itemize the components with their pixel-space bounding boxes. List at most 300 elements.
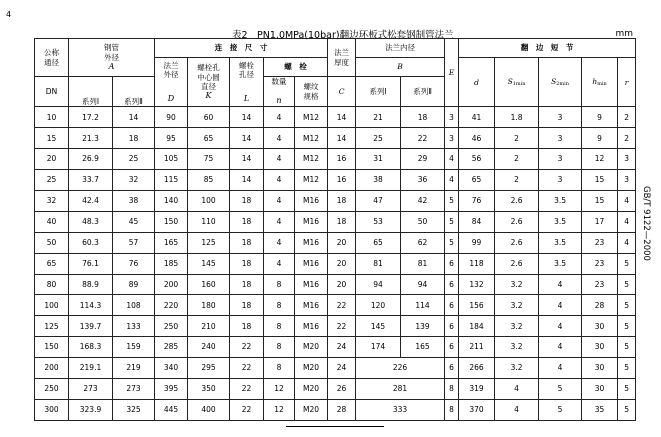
cell-s2: 4 [539,316,582,337]
cell-n: 8 [264,358,295,379]
cell-s1: 2 [495,149,539,170]
cell-b1: 25 [356,128,401,149]
cell-s2: 3 [539,128,582,149]
cell-a2: 25 [113,149,155,170]
cell-K: 60 [188,107,230,128]
header-pipe-od-line1: 钢管 [104,43,119,53]
table-row [35,399,636,420]
table-caption: 表2 PN1.0MPa(10bar)翻边环板式松套钢制管法兰 [232,30,454,41]
cell-K: 65 [188,128,230,149]
cell-D: 90 [155,107,188,128]
cell-s1: 2.6 [495,253,539,274]
cell-d: 118 [459,253,495,274]
cell-E: 8 [445,399,459,420]
cell-C: 22 [328,295,356,316]
cell-a2: 14 [113,107,155,128]
cell-a2: 76 [113,253,155,274]
cell-a2: 325 [113,399,155,420]
cell-b2: 62 [401,232,445,253]
cell-n: 12 [264,399,295,420]
cell-h: 30 [582,378,618,399]
cell-a1: 323.9 [69,399,113,420]
table-row [35,274,636,295]
cell-b: 281 [356,378,445,399]
cell-h: 35 [582,399,618,420]
cell-r: 4 [618,190,636,211]
cell-L: 22 [230,399,264,420]
cell-b1: 38 [356,170,401,191]
header-bolt-thread [295,77,328,107]
cell-n: 4 [264,211,295,232]
header-bolt: 螺 栓 [264,58,328,77]
header-pipe-series-1: 系列Ⅰ [69,77,113,107]
cell-L: 14 [230,170,264,191]
cell-D: 200 [155,274,188,295]
cell-b1: 120 [356,295,401,316]
cell-r: 3 [618,170,636,191]
cell-s2: 5 [539,399,582,420]
cell-a1: 42.4 [69,190,113,211]
cell-dn: 125 [35,316,69,337]
cell-h: 23 [582,253,618,274]
cell-a2: 18 [113,128,155,149]
cell-a1: 33.7 [69,170,113,191]
cell-s1: 2 [495,170,539,191]
cell-a1: 114.3 [69,295,113,316]
cell-h: 9 [582,107,618,128]
header-bore-series-1: 系列Ⅰ [356,77,401,107]
page-corner-mark: 4 [6,10,12,19]
cell-a1: 88.9 [69,274,113,295]
cell-s2: 3.5 [539,190,582,211]
header-h-symbol: h [592,77,598,87]
cell-h: 17 [582,211,618,232]
cell-C: 28 [328,399,356,420]
header-stub-end: 翻 边 短 节 [459,39,636,58]
cell-b2: 139 [401,316,445,337]
cell-a1: 26.9 [69,149,113,170]
cell-h: 12 [582,149,618,170]
cell-s1: 3.2 [495,316,539,337]
cell-h: 23 [582,232,618,253]
cell-L: 22 [230,337,264,358]
cell-C: 24 [328,337,356,358]
cell-D: 95 [155,128,188,149]
cell-L: 18 [230,211,264,232]
cell-thread: M16 [295,253,328,274]
cell-a1: 21.3 [69,128,113,149]
header-bolt-qty-label: 数量 [271,77,287,86]
cell-n: 8 [264,295,295,316]
cell-r: 2 [618,128,636,149]
cell-D: 150 [155,211,188,232]
table-row [35,316,636,337]
cell-d: 76 [459,190,495,211]
cell-E: 6 [445,295,459,316]
cell-s2: 4 [539,358,582,379]
cell-b1: 81 [356,253,401,274]
cell-s1: 1.8 [495,107,539,128]
table-row [35,378,636,399]
cell-s2: 3 [539,149,582,170]
cell-C: 20 [328,253,356,274]
cell-D: 395 [155,378,188,399]
cell-d: 266 [459,358,495,379]
cell-C: 24 [328,358,356,379]
cell-r: 2 [618,107,636,128]
header-flange-od-symbol: D [167,93,175,103]
header-bolt-thread-line1: 螺纹 [303,82,319,92]
standard-code-vertical: GB/T 9122—2000 [641,186,651,261]
cell-C: 18 [328,190,356,211]
cell-E: 6 [445,316,459,337]
cell-L: 22 [230,358,264,379]
cell-s1: 3.2 [495,295,539,316]
cell-K: 210 [188,316,230,337]
cell-C: 26 [328,378,356,399]
cell-C: 14 [328,107,356,128]
cell-b2: 165 [401,337,445,358]
cell-n: 4 [264,149,295,170]
cell-b1: 94 [356,274,401,295]
header-d: d [459,58,495,107]
cell-n: 4 [264,190,295,211]
cell-K: 350 [188,378,230,399]
cell-K: 85 [188,170,230,191]
cell-s2: 5 [539,378,582,399]
cell-r: 5 [618,316,636,337]
cell-b2: 22 [401,128,445,149]
header-flange-od-line1: 法兰 [163,60,179,70]
cell-dn: 15 [35,128,69,149]
cell-thread: M16 [295,316,328,337]
cell-a2: 57 [113,232,155,253]
cell-d: 319 [459,378,495,399]
cell-K: 295 [188,358,230,379]
cell-thread: M16 [295,274,328,295]
cell-b1: 174 [356,337,401,358]
header-bolt-hole-symbol: L [243,93,250,103]
cell-thread: M16 [295,232,328,253]
cell-s1: 2 [495,128,539,149]
cell-b2: 18 [401,107,445,128]
header-flange-thickness-line1: 法兰 [334,48,350,58]
cell-D: 250 [155,316,188,337]
cell-h: 15 [582,170,618,191]
cell-b2: 94 [401,274,445,295]
header-flange-od [155,58,188,107]
cell-L: 22 [230,378,264,399]
cell-h: 15 [582,190,618,211]
cell-D: 115 [155,170,188,191]
cell-L: 14 [230,149,264,170]
cell-thread: M20 [295,358,328,379]
header-bolt-circle-line2: 中心圆 [197,72,220,82]
cell-E: 6 [445,253,459,274]
cell-C: 16 [328,170,356,191]
header-s2-symbol: S [551,77,557,87]
cell-a2: 108 [113,295,155,316]
header-bore-series-2: 系列Ⅱ [401,77,445,107]
cell-C: 20 [328,274,356,295]
cell-d: 184 [459,316,495,337]
cell-r: 5 [618,274,636,295]
cell-K: 145 [188,253,230,274]
cell-b1: 47 [356,190,401,211]
cell-a1: 48.3 [69,211,113,232]
cell-s2: 4 [539,295,582,316]
cell-n: 4 [264,170,295,191]
table-row [35,337,636,358]
cell-thread: M20 [295,378,328,399]
cell-s1: 3.2 [495,337,539,358]
footer-rule [286,426,384,427]
cell-s1: 2.6 [495,190,539,211]
header-pipe-series-2: 系列Ⅱ [113,77,155,107]
header-flange-thickness-line2: 厚度 [334,57,350,67]
cell-C: 20 [328,232,356,253]
cell-h: 30 [582,316,618,337]
cell-b1: 21 [356,107,401,128]
cell-E: 6 [445,358,459,379]
cell-b2: 29 [401,149,445,170]
cell-L: 18 [230,274,264,295]
cell-n: 4 [264,232,295,253]
cell-n: 8 [264,274,295,295]
cell-a1: 60.3 [69,232,113,253]
table-body [35,107,636,421]
header-bolt-thread-line2: 规格 [303,91,319,101]
cell-s2: 4 [539,337,582,358]
header-flange-thickness-symbol: C [328,77,356,107]
cell-s1: 3.2 [495,358,539,379]
cell-d: 99 [459,232,495,253]
header-flange-bore-symbol: B [356,58,445,77]
cell-s1: 2.6 [495,232,539,253]
cell-dn: 10 [35,107,69,128]
cell-h: 28 [582,295,618,316]
cell-d: 56 [459,149,495,170]
cell-L: 18 [230,190,264,211]
header-flange-thickness [328,39,356,77]
cell-r: 5 [618,295,636,316]
cell-K: 110 [188,211,230,232]
cell-thread: M16 [295,211,328,232]
header-bolt-circle-line3: 直径 [201,81,216,91]
cell-E: 3 [445,107,459,128]
cell-D: 220 [155,295,188,316]
cell-E: 6 [445,274,459,295]
cell-d: 46 [459,128,495,149]
cell-b2: 114 [401,295,445,316]
cell-b: 226 [356,358,445,379]
cell-a2: 273 [113,378,155,399]
cell-C: 22 [328,316,356,337]
cell-E: 6 [445,337,459,358]
header-bolt-circle [188,58,230,107]
cell-h: 9 [582,128,618,149]
cell-a2: 45 [113,211,155,232]
cell-dn: 100 [35,295,69,316]
cell-dn: 65 [35,253,69,274]
cell-r: 5 [618,253,636,274]
header-r: r [618,58,636,107]
cell-d: 156 [459,295,495,316]
cell-s1: 3.2 [495,274,539,295]
table-row [35,253,636,274]
cell-L: 14 [230,107,264,128]
header-bolt-qty-symbol: n [276,96,282,106]
table-row [35,190,636,211]
cell-dn: 25 [35,170,69,191]
cell-thread: M20 [295,399,328,420]
cell-n: 4 [264,128,295,149]
cell-thread: M20 [295,337,328,358]
cell-K: 125 [188,232,230,253]
cell-a2: 219 [113,358,155,379]
cell-a2: 89 [113,274,155,295]
cell-dn: 150 [35,337,69,358]
table-row [35,149,636,170]
cell-r: 4 [618,232,636,253]
header-nominal-code: DN [35,77,69,107]
cell-n: 4 [264,107,295,128]
cell-D: 445 [155,399,188,420]
cell-K: 160 [188,274,230,295]
cell-r: 5 [618,378,636,399]
cell-D: 140 [155,190,188,211]
cell-a1: 139.7 [69,316,113,337]
cell-dn: 250 [35,378,69,399]
cell-L: 18 [230,253,264,274]
cell-a1: 219.1 [69,358,113,379]
table-row [35,128,636,149]
header-s1-symbol: S [507,77,513,87]
cell-b1: 31 [356,149,401,170]
cell-L: 14 [230,128,264,149]
table-row [35,295,636,316]
cell-s1: 2.6 [495,211,539,232]
cell-r: 3 [618,149,636,170]
cell-n: 4 [264,253,295,274]
cell-dn: 300 [35,399,69,420]
cell-dn: 50 [35,232,69,253]
cell-K: 180 [188,295,230,316]
header-s1-subscript: 1min [512,81,526,88]
cell-a1: 273 [69,378,113,399]
header-nominal-diameter-line1: 公称 [44,48,59,58]
cell-a1: 17.2 [69,107,113,128]
cell-b1: 65 [356,232,401,253]
cell-r: 5 [618,337,636,358]
header-connection-size: 连 接 尺 寸 [155,39,328,58]
cell-s2: 3.5 [539,211,582,232]
header-nominal-diameter [35,39,69,77]
cell-s2: 3.5 [539,232,582,253]
header-e: E [445,39,459,107]
cell-b1: 53 [356,211,401,232]
header-bolt-hole-line1: 螺栓 [239,60,254,70]
cell-h: 30 [582,337,618,358]
cell-E: 5 [445,232,459,253]
cell-b: 333 [356,399,445,420]
cell-thread: M12 [295,170,328,191]
cell-r: 5 [618,399,636,420]
cell-D: 165 [155,232,188,253]
cell-C: 18 [328,211,356,232]
cell-n: 12 [264,378,295,399]
cell-s2: 3.5 [539,253,582,274]
cell-a1: 76.1 [69,253,113,274]
header-pipe-od-symbol: A [108,61,115,71]
cell-n: 8 [264,337,295,358]
cell-b1: 145 [356,316,401,337]
cell-s2: 4 [539,274,582,295]
flange-spec-table [34,38,636,421]
cell-d: 132 [459,274,495,295]
cell-r: 4 [618,211,636,232]
cell-h: 23 [582,274,618,295]
cell-D: 340 [155,358,188,379]
cell-b2: 81 [401,253,445,274]
header-s2 [539,58,582,107]
cell-s1: 4 [495,378,539,399]
cell-b2: 36 [401,170,445,191]
header-bolt-hole-line2: 孔径 [239,70,254,80]
header-h-subscript: min [597,81,607,88]
table-row [35,211,636,232]
header-pipe-od-line2: 外径 [104,52,119,62]
cell-thread: M12 [295,107,328,128]
cell-C: 14 [328,128,356,149]
header-bolt-hole [230,58,264,107]
cell-s2: 3 [539,107,582,128]
cell-n: 8 [264,316,295,337]
cell-K: 240 [188,337,230,358]
unit-label: mm [615,29,633,39]
header-flange-bore: 法兰内径 [356,39,445,58]
cell-s1: 4 [495,399,539,420]
table-row [35,358,636,379]
table-row [35,107,636,128]
cell-K: 400 [188,399,230,420]
cell-E: 4 [445,149,459,170]
cell-L: 18 [230,316,264,337]
cell-b2: 42 [401,190,445,211]
cell-dn: 80 [35,274,69,295]
cell-dn: 20 [35,149,69,170]
header-bolt-circle-symbol: K [205,91,212,101]
header-s1 [495,58,539,107]
cell-D: 185 [155,253,188,274]
cell-b2: 50 [401,211,445,232]
cell-L: 18 [230,295,264,316]
table-row [35,170,636,191]
cell-a2: 38 [113,190,155,211]
cell-E: 5 [445,211,459,232]
cell-a2: 133 [113,316,155,337]
cell-K: 100 [188,190,230,211]
header-pipe-od [69,39,155,77]
cell-d: 211 [459,337,495,358]
cell-dn: 40 [35,211,69,232]
cell-s2: 3 [539,170,582,191]
header-s2-subscript: 2min [556,81,569,88]
cell-d: 370 [459,399,495,420]
table-row [35,232,636,253]
cell-dn: 200 [35,358,69,379]
cell-E: 3 [445,128,459,149]
